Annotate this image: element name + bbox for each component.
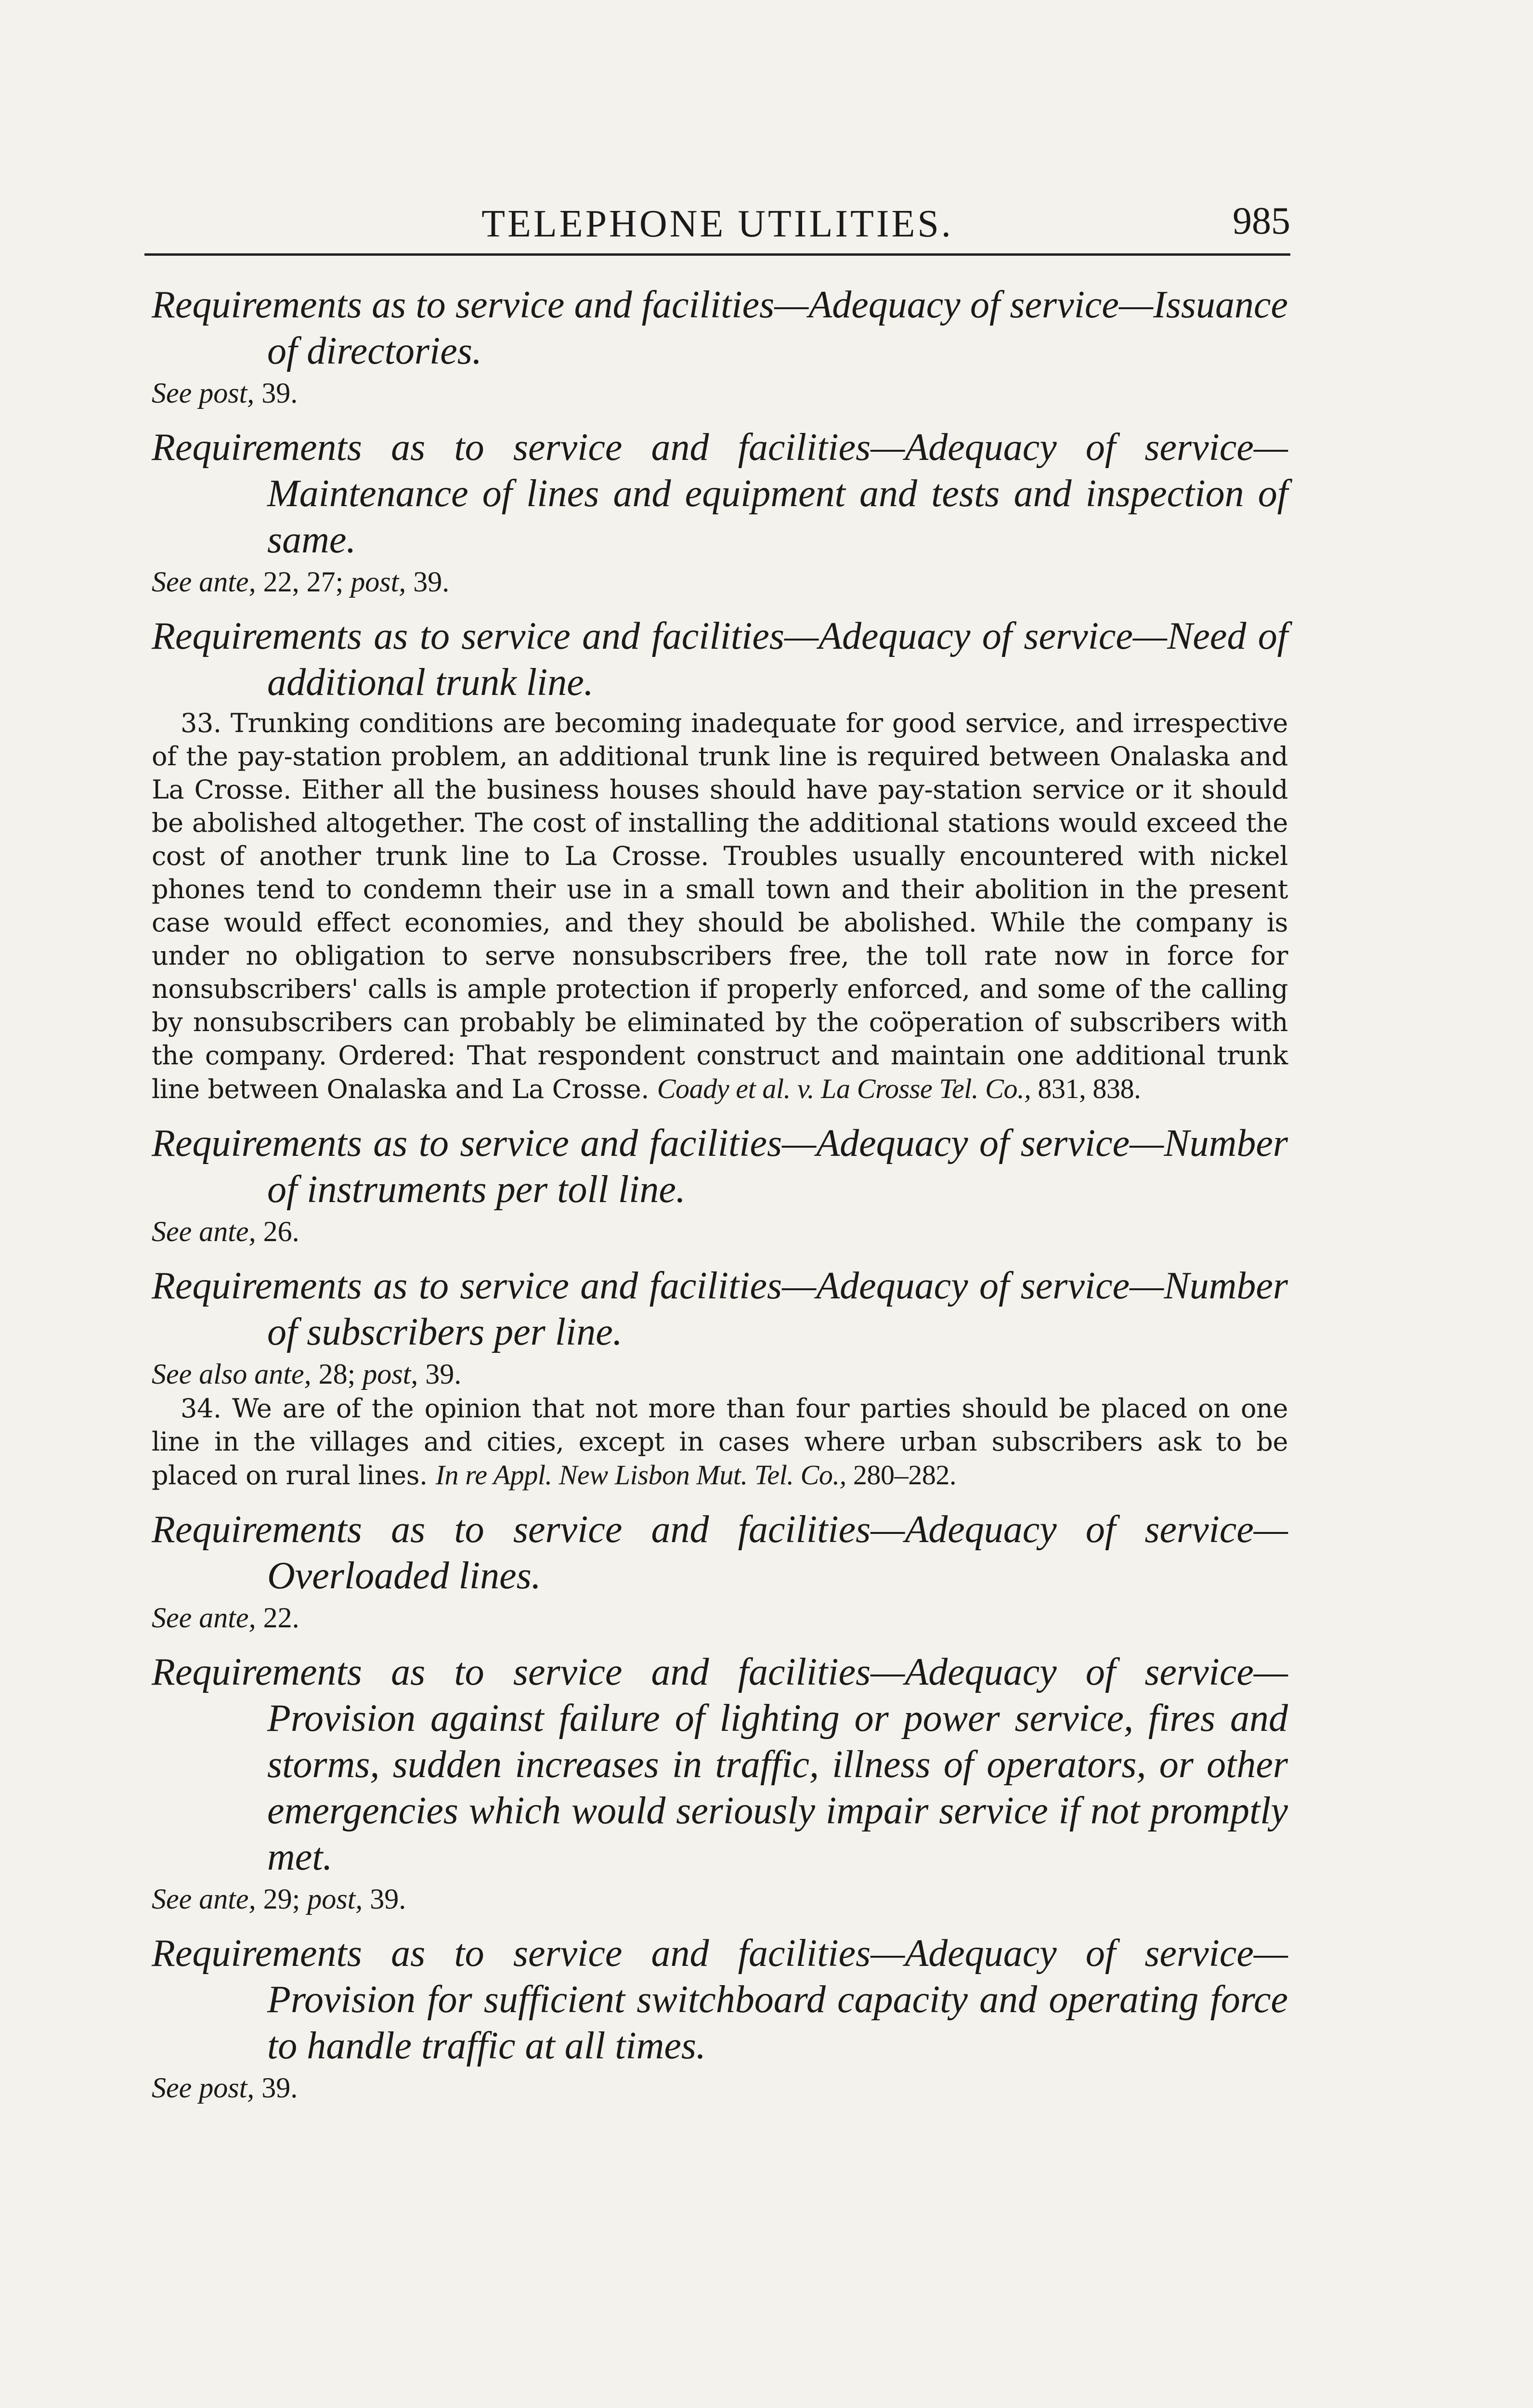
citation-pages: 280–282. — [846, 1459, 957, 1491]
see-label: post, — [307, 1883, 363, 1915]
index-entry — [152, 1263, 1288, 1492]
digest-paragraph — [152, 707, 1288, 1106]
index-entry — [152, 1930, 1288, 2105]
see-label: See ante, — [152, 1216, 256, 1247]
see-label: See ante, — [152, 1602, 256, 1634]
cross-reference — [152, 376, 1288, 410]
case-citation: In re Appl. New Lisbon Mut. Tel. Co., — [435, 1459, 846, 1491]
page-number: 985 — [1233, 200, 1290, 242]
entry-heading: Requirements as to service and facilities—Adequacy of service—Issuance of directories. — [152, 284, 1288, 372]
see-refs: 39. — [254, 377, 298, 409]
paragraph-text: 34. We are of the opinion that not more than four parties should be placed on one line in the villages and cities, except in cases where urban subscribers ask to be placed on rural lines. — [152, 1393, 1288, 1491]
cross-reference — [152, 1215, 1288, 1248]
index-entry — [152, 613, 1288, 1106]
see-label: post, — [351, 566, 406, 598]
see-label: See ante, — [152, 1883, 256, 1915]
see-refs: 28; — [311, 1358, 363, 1390]
entry-heading: Requirements as to service and facilities—Adequacy of service—Overloaded lines. — [152, 1508, 1288, 1597]
cross-reference — [152, 1601, 1288, 1635]
index-entry — [152, 282, 1288, 410]
entry-heading: Requirements as to service and facilities—Adequacy of service—Number of subscribers per line. — [152, 1265, 1288, 1353]
see-refs: 22, 27; — [256, 566, 351, 598]
see-label: See also ante, — [152, 1358, 312, 1390]
entry-heading: Requirements as to service and facilities—Adequacy of service—Number of instruments per toll line. — [152, 1122, 1288, 1211]
see-refs: 39. — [363, 1883, 406, 1915]
entry-heading: Requirements as to service and facilities—Adequacy of service—Need of additional trunk line. — [152, 615, 1288, 704]
index-content — [152, 282, 1288, 2408]
running-header — [144, 193, 1290, 246]
citation-pages: 831, 838. — [1031, 1073, 1141, 1104]
case-citation: Coady et al. v. La Crosse Tel. Co., — [657, 1073, 1031, 1104]
see-refs: 39. — [254, 2072, 298, 2104]
see-label: post, — [363, 1358, 418, 1390]
see-refs: 22. — [256, 1602, 299, 1634]
paragraph-text: 33. Trunking conditions are becoming inadequate for good service, and irrespective of the pay-station problem, an additional trunk line is required between Onalaska and La Crosse. Either all the business houses should have pay-station service or it should be abolished altogether. The cost of installing the additional stations would exceed the cost of another trunk line to La Crosse. Troubles usually encountered with nickel phones tend to condemn their use in a small town and their abolition in the present case would effect economies, and they should be abolished. While the company is under no obligation to serve nonsubscribers free, the toll rate now in force for nonsubscribers' calls is ample protection if properly enforced, and some of the calling by nonsubscribers can probably be eliminated by the coöperation of subscribers with the company. Ordered: That respondent construct and maintain one additional trunk line between Onalaska and La Crosse. — [152, 708, 1288, 1104]
see-refs: 26. — [256, 1216, 299, 1247]
index-entry — [152, 424, 1288, 599]
see-label: See post, — [152, 2072, 255, 2104]
running-title: TELEPHONE UTILITIES. — [481, 203, 953, 245]
cross-reference — [152, 2071, 1288, 2105]
cross-reference — [152, 1882, 1288, 1916]
entry-heading: Requirements as to service and facilities—Adequacy of service—Maintenance of lines and equipment and tests and inspection of same. — [152, 426, 1288, 561]
cross-reference — [152, 1357, 1288, 1391]
see-refs: 29; — [256, 1883, 308, 1915]
index-entry — [152, 1649, 1288, 1916]
entry-heading: Requirements as to service and facilities—Adequacy of service—Provision against failure of lighting or power service, fires and storms, sudden increases in traffic, illness of operators, or other emergencies which would seriously impair service if not promptly met. — [152, 1651, 1288, 1878]
see-refs: 39. — [418, 1358, 462, 1390]
index-entry — [152, 1120, 1288, 1248]
digest-paragraph — [152, 1392, 1288, 1492]
see-refs: 39. — [406, 566, 450, 598]
see-label: See ante, — [152, 566, 256, 598]
cross-reference — [152, 565, 1288, 599]
index-entry — [152, 1506, 1288, 1635]
entry-heading: Requirements as to service and facilities—Adequacy of service—Provision for sufficient switchboard capacity and operating force to handle traffic at all times. — [152, 1932, 1288, 2067]
header-rule — [144, 253, 1290, 256]
see-label: See post, — [152, 377, 255, 409]
